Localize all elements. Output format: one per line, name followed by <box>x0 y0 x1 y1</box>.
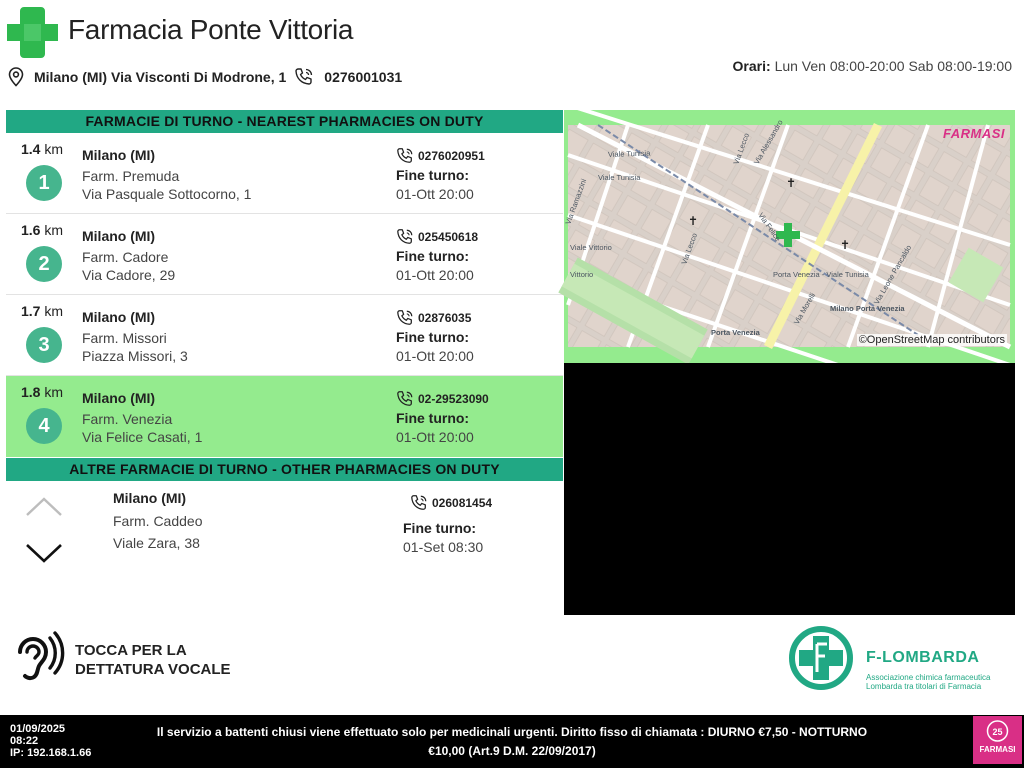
svg-text:Viale Tunisia: Viale Tunisia <box>598 173 641 182</box>
other-pharmacy-panel <box>6 481 563 615</box>
address-line <box>8 67 402 87</box>
svg-text:Porta Venezia - Viale Tunisia: Porta Venezia - Viale Tunisia <box>773 270 869 279</box>
pharmacy-city: Milano (MI) <box>82 309 156 325</box>
chevron-up-icon[interactable] <box>25 495 63 519</box>
footer-ip: IP: 192.168.1.66 <box>10 747 92 759</box>
end-time: 01-Ott 20:00 <box>396 267 474 283</box>
end-label: Fine turno: <box>403 520 477 536</box>
service-note: Il servizio a battenti chiusi viene effettuato solo per medicinali urgenti. Diritto fisso di chiamata : DIURNO €7,50 - NOTTURNO €10,00 (Art.9 D.M. 22/09/2017) <box>156 725 868 758</box>
map-attribution[interactable]: ©OpenStreetMap contributors <box>858 334 1005 346</box>
pharmacy-street: Piazza Missori, 3 <box>82 348 188 364</box>
phone-icon <box>396 309 414 327</box>
svg-text:Viale Tunisia: Viale Tunisia <box>607 148 651 159</box>
pharmacy-name: Farm. Missori <box>82 330 167 346</box>
svg-text:25: 25 <box>992 727 1003 737</box>
opening-hours <box>722 58 1012 75</box>
phone-icon <box>396 228 414 246</box>
voice-dictation-button[interactable] <box>75 641 231 679</box>
pharmacy-name: Farm. Premuda <box>82 168 180 184</box>
end-time: 01-Ott 20:00 <box>396 348 474 364</box>
hours-label: Orari: <box>732 58 771 74</box>
pharmacy-city: Milano (MI) <box>82 390 156 406</box>
map[interactable] <box>563 118 1010 347</box>
svg-text:Milano Porta Venezia: Milano Porta Venezia <box>830 304 905 313</box>
other-pharmacy-city: Milano (MI) <box>113 490 187 506</box>
end-label: Fine turno: <box>396 410 470 426</box>
voice-line-1: TOCCA PER LA <box>75 642 187 659</box>
nearest-section-header: FARMACIE DI TURNO - NEAREST PHARMACIES ON DUTY <box>6 110 563 133</box>
svg-text:Vittorio: Vittorio <box>570 270 594 279</box>
other-pharmacy-street: Viale Zara, 38 <box>113 535 200 551</box>
f-lombarda-logo <box>789 626 857 690</box>
svg-text:Porta Venezia: Porta Venezia <box>711 328 760 337</box>
pharmacy-title: Farmacia Ponte Vittoria <box>68 14 354 45</box>
svg-text:Via Felice: Via Felice <box>756 210 783 244</box>
end-label: Fine turno: <box>396 248 470 264</box>
phone-icon <box>396 390 414 408</box>
location-pin-icon <box>8 67 24 87</box>
map-canvas <box>563 118 1010 347</box>
pharmacy-cross-icon <box>5 5 60 60</box>
svg-text:Via Leone Pancaldo: Via Leone Pancaldo <box>871 243 914 306</box>
rank-badge: 1 <box>26 165 62 201</box>
video-panel <box>564 363 1015 615</box>
end-time: 01-Ott 20:00 <box>396 429 474 445</box>
end-label: Fine turno: <box>396 167 470 183</box>
distance: 1.4 km <box>21 141 64 157</box>
svg-text:✝: ✝ <box>688 214 699 228</box>
chevron-down-icon[interactable] <box>25 541 63 565</box>
svg-text:✝: ✝ <box>786 176 797 190</box>
pharmacy-city: Milano (MI) <box>82 147 156 163</box>
svg-text:Via Lecco: Via Lecco <box>679 231 700 266</box>
phone-icon <box>410 494 428 512</box>
pharmacy-city: Milano (MI) <box>82 228 156 244</box>
voice-line-2: DETTATURA VOCALE <box>75 661 231 678</box>
end-time: 01-Set 08:30 <box>403 539 484 555</box>
rank-badge: 3 <box>26 327 62 363</box>
system-status <box>10 723 91 759</box>
association-subtitle: Associazione chimica farmaceutica Lombarda tra titolari di Farmacia <box>866 673 991 691</box>
svg-text:Viale Vittorio: Viale Vittorio <box>570 243 612 252</box>
farmasi-badge <box>973 716 1022 764</box>
pharmacy-phone[interactable]: 025450618 <box>396 228 478 246</box>
phone-icon <box>294 67 314 87</box>
footer-time: 08:22 <box>10 735 39 747</box>
pharmacy-row-2[interactable] <box>6 214 563 295</box>
hours-value: Lun Ven 08:00-20:00 Sab 08:00-19:00 <box>774 58 1012 74</box>
pharmacy-street: Via Felice Casati, 1 <box>82 429 203 445</box>
pharmacy-phone[interactable]: 02-29523090 <box>396 390 489 408</box>
other-section-header: ALTRE FARMACIE DI TURNO - OTHER PHARMACIES ON DUTY <box>6 458 563 481</box>
pharmacy-row-3[interactable] <box>6 295 563 376</box>
rank-badge: 4 <box>26 408 62 444</box>
footer-date: 01/09/2025 <box>10 723 66 735</box>
rank-badge: 2 <box>26 246 62 282</box>
other-pharmacy-phone[interactable]: 026081454 <box>410 494 492 512</box>
svg-text:Via Lecco: Via Lecco <box>731 131 752 166</box>
end-label: Fine turno: <box>396 329 470 345</box>
end-time: 01-Ott 20:00 <box>396 186 474 202</box>
pharmacy-name: Farm. Cadore <box>82 249 169 265</box>
distance: 1.8 km <box>21 384 64 400</box>
pharmacy-row-4-selected[interactable] <box>6 376 563 457</box>
svg-text:Via Alessandro: Via Alessandro <box>751 118 785 166</box>
footer-bar <box>0 715 1024 768</box>
svg-text:✝: ✝ <box>840 238 851 252</box>
map-brand: FARMASI <box>943 126 1005 141</box>
distance: 1.7 km <box>21 303 64 319</box>
pharmacy-phone[interactable]: 02876035 <box>396 309 471 327</box>
phone-icon <box>396 147 414 165</box>
ear-icon[interactable] <box>10 630 65 686</box>
pharmacy-street: Via Cadore, 29 <box>82 267 176 283</box>
other-pharmacy-name: Farm. Caddeo <box>113 513 203 529</box>
badge-label: FARMASI <box>979 745 1016 754</box>
address-text: Milano (MI) Via Visconti Di Modrone, 1 <box>34 69 287 85</box>
pharmacy-phone[interactable]: 0276001031 <box>324 69 403 85</box>
pharmacy-name: Farm. Venezia <box>82 411 173 427</box>
svg-text:Via Morelli: Via Morelli <box>791 291 818 326</box>
svg-text:Via Ramazzini: Via Ramazzini <box>563 177 589 226</box>
anniversary-seal-icon <box>973 716 1022 746</box>
pharmacy-row-1[interactable] <box>6 133 563 214</box>
pharmacy-phone[interactable]: 0276020951 <box>396 147 485 165</box>
pharmacy-street: Via Pasquale Sottocorno, 1 <box>82 186 252 202</box>
association-name: F-LOMBARDA <box>866 649 980 666</box>
distance: 1.6 km <box>21 222 64 238</box>
